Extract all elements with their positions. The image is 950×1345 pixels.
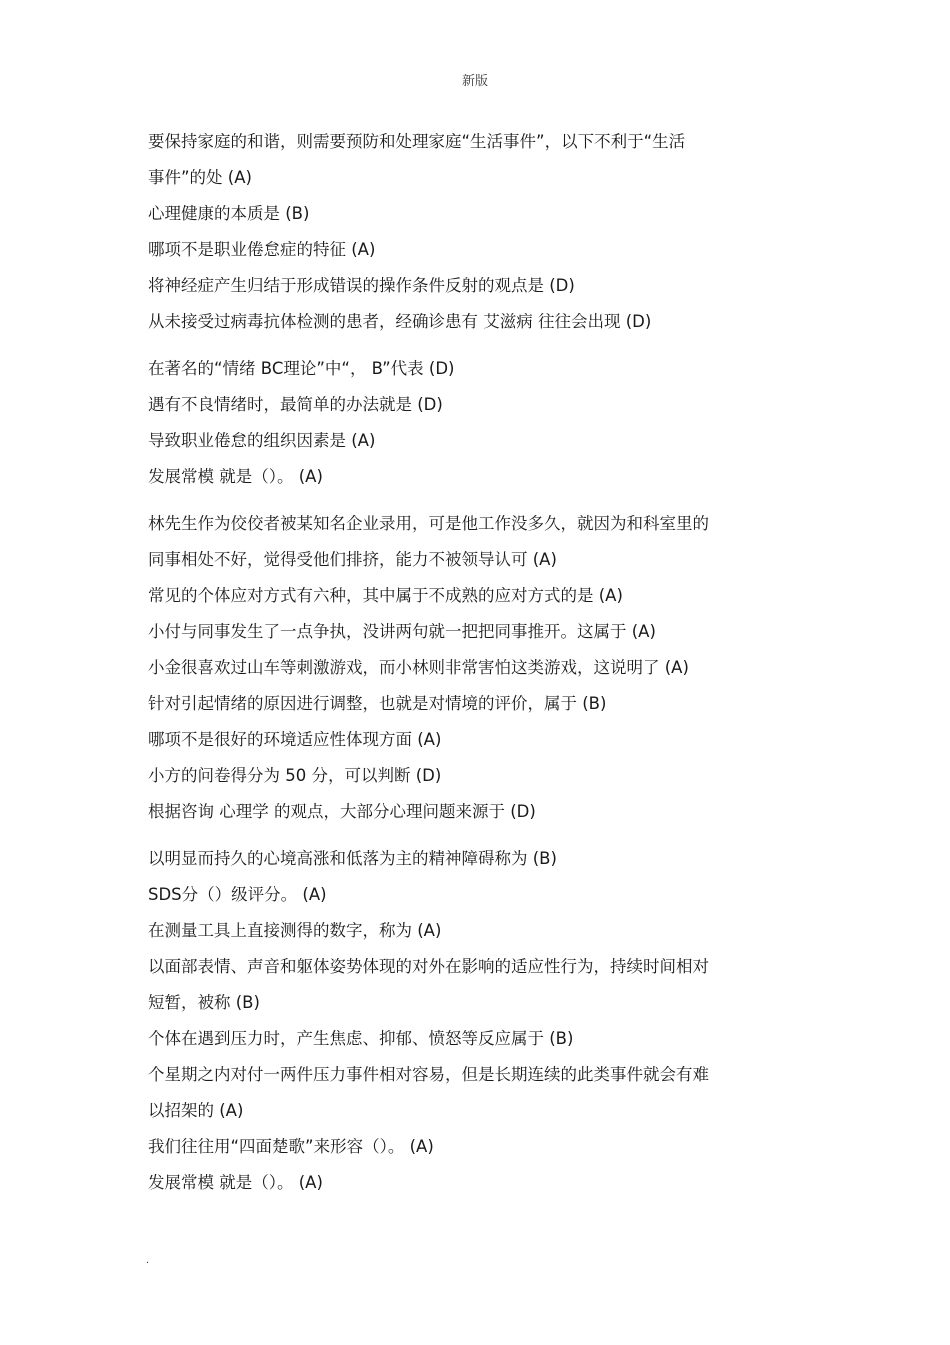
text-line: 哪项不是很好的环境适应性体现方面 (A) — [148, 730, 442, 749]
text-line: 我们往往用“四面楚歌”来形容（）。 (A) — [148, 1137, 434, 1156]
text-line: 小金很喜欢过山车等刺激游戏，而小林则非常害怕这类游戏，这说明了 (A) — [148, 658, 689, 677]
text-line: 以面部表情、声音和躯体姿势体现的对外在影响的适应性行为，持续时间相对 — [148, 957, 709, 976]
text-line: 在测量工具上直接测得的数字，称为 (A) — [148, 921, 442, 940]
text-line: 常见的个体应对方式有六种，其中属于不成熟的应对方式的是 (A) — [148, 586, 623, 605]
text-line: 小付与同事发生了一点争执，没讲两句就一把把同事推开。这属于 (A) — [148, 622, 656, 641]
text-line: 林先生作为佼佼者被某知名企业录用，可是他工作没多久，就因为和科室里的 — [148, 514, 709, 533]
text-line: 以明显而持久的心境高涨和低落为主的精神障碍称为 (B) — [148, 849, 557, 868]
document-body — [148, 124, 788, 1201]
text-line: 同事相处不好，觉得受他们排挤，能力不被领导认可 (A) — [148, 550, 557, 569]
footer-mark: . — [146, 1255, 150, 1266]
text-line: 小方的问卷得分为 50 分，可以判断 (D) — [148, 766, 442, 785]
page-header: 新版 — [461, 74, 488, 89]
text-line: 心理健康的本质是 (B) — [148, 204, 310, 223]
text-line: 哪项不是职业倦怠症的特征 (A) — [148, 240, 376, 259]
text-line: 短暂，被称 (B) — [148, 993, 260, 1012]
text-line: SDS分（）级评分。 (A) — [148, 885, 327, 904]
text-line: 从未接受过病毒抗体检测的患者，经确诊患有 艾滋病 往往会出现 (D) — [148, 312, 652, 331]
text-line: 导致职业倦怠的组织因素是 (A) — [148, 431, 376, 450]
text-line: 针对引起情绪的原因进行调整，也就是对情境的评价，属于 (B) — [148, 694, 607, 713]
text-line: 将神经症产生归结于形成错误的操作条件反射的观点是 (D) — [148, 276, 575, 295]
text-line: 以招架的 (A) — [148, 1101, 244, 1120]
text-line: 个星期之内对付一两件压力事件相对容易，但是长期连续的此类事件就会有难 — [148, 1065, 709, 1084]
text-line: 事件”的处 (A) — [148, 168, 252, 187]
text-line: 发展常模 就是（）。 (A) — [148, 467, 323, 486]
text-line: 个体在遇到压力时，产生焦虑、抑郁、愤怒等反应属于 (B) — [148, 1029, 574, 1048]
text-line: 在著名的“情绪 BC理论”中“， B”代表 (D) — [148, 359, 455, 378]
text-line: 要保持家庭的和谐，则需要预防和处理家庭“生活事件”，以下不利于“生活 — [148, 132, 686, 151]
text-line: 根据咨询 心理学 的观点，大部分心理问题来源于 (D) — [148, 802, 536, 821]
text-line: 遇有不良情绪时，最简单的办法就是 (D) — [148, 395, 443, 414]
text-line: 发展常模 就是（）。 (A) — [148, 1173, 323, 1192]
